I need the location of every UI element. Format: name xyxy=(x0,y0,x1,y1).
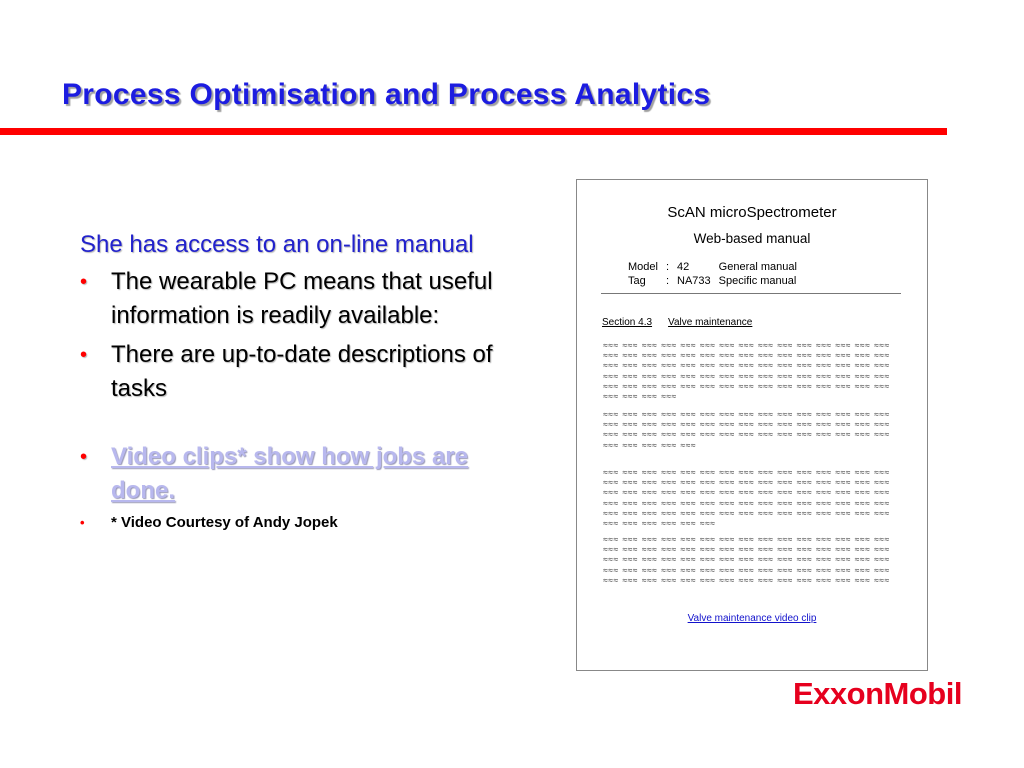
intro-text: She has access to an on-line manual xyxy=(80,231,474,258)
info-description: General manual xyxy=(718,261,797,273)
bullet-icon: • xyxy=(80,344,88,366)
manual-info-table xyxy=(628,260,805,288)
bullet-list xyxy=(80,228,500,538)
info-value: 42 xyxy=(677,261,690,273)
info-label: Model xyxy=(628,261,658,273)
manual-paragraph: ≈≈≈ ≈≈≈ ≈≈≈ ≈≈≈ ≈≈≈ ≈≈≈ ≈≈≈ ≈≈≈ ≈≈≈ ≈≈≈ ≈≈≈ ≈≈≈ ≈≈≈ ≈≈≈ ≈≈≈ ≈≈≈ ≈≈≈ ≈≈≈ ≈≈≈ ≈≈≈ ≈≈≈ ≈≈≈ ≈≈≈ ≈≈≈ ≈≈≈ ≈≈≈ ≈≈≈ ≈≈≈ ≈≈≈ ≈≈≈ ≈≈≈ ≈≈≈ ≈≈≈ ≈≈≈ ≈≈≈ ≈≈≈ ≈≈≈ ≈≈≈ ≈≈≈ ≈≈≈ ≈≈≈ ≈≈≈ ≈≈≈ ≈≈≈ ≈≈≈ ≈≈≈ ≈≈≈ ≈≈≈ ≈≈≈ ≈≈≈ ≈≈≈ ≈≈≈ ≈≈≈ ≈≈≈ ≈≈≈ ≈≈≈ ≈≈≈ ≈≈≈ ≈≈≈ ≈≈≈ ≈≈≈ ≈≈≈ ≈≈≈ ≈≈≈ ≈≈≈ ≈≈≈ ≈≈≈ ≈≈≈ ≈≈≈ ≈≈≈ ≈≈≈ ≈≈≈ ≈≈≈ ≈≈≈ ≈≈≈ ≈≈≈ ≈≈≈ ≈≈≈ ≈≈≈ xyxy=(603,340,894,402)
bullet-text: There are up-to-date descriptions of tasks xyxy=(111,341,493,402)
valve-video-link[interactable]: Valve maintenance video clip xyxy=(687,613,817,624)
manual-paragraph: ≈≈≈ ≈≈≈ ≈≈≈ ≈≈≈ ≈≈≈ ≈≈≈ ≈≈≈ ≈≈≈ ≈≈≈ ≈≈≈ ≈≈≈ ≈≈≈ ≈≈≈ ≈≈≈ ≈≈≈ ≈≈≈ ≈≈≈ ≈≈≈ ≈≈≈ ≈≈≈ ≈≈≈ ≈≈≈ ≈≈≈ ≈≈≈ ≈≈≈ ≈≈≈ ≈≈≈ ≈≈≈ ≈≈≈ ≈≈≈ ≈≈≈ ≈≈≈ ≈≈≈ ≈≈≈ ≈≈≈ ≈≈≈ ≈≈≈ ≈≈≈ ≈≈≈ ≈≈≈ ≈≈≈ ≈≈≈ ≈≈≈ ≈≈≈ ≈≈≈ ≈≈≈ ≈≈≈ ≈≈≈ ≈≈≈ ≈≈≈ xyxy=(603,409,894,450)
exxonmobil-logo: ExxonMobil xyxy=(793,676,962,711)
bullet-item xyxy=(80,338,500,406)
slide-title: Process Optimisation and Process Analytics xyxy=(62,78,711,111)
credit-text: * Video Courtesy of Andy Jopek xyxy=(111,514,338,531)
bullet-icon: • xyxy=(80,515,85,530)
bullet-item xyxy=(80,440,500,508)
info-separator: : xyxy=(665,275,670,287)
manual-paragraph: ≈≈≈ ≈≈≈ ≈≈≈ ≈≈≈ ≈≈≈ ≈≈≈ ≈≈≈ ≈≈≈ ≈≈≈ ≈≈≈ ≈≈≈ ≈≈≈ ≈≈≈ ≈≈≈ ≈≈≈ ≈≈≈ ≈≈≈ ≈≈≈ ≈≈≈ ≈≈≈ ≈≈≈ ≈≈≈ ≈≈≈ ≈≈≈ ≈≈≈ ≈≈≈ ≈≈≈ ≈≈≈ ≈≈≈ ≈≈≈ ≈≈≈ ≈≈≈ ≈≈≈ ≈≈≈ ≈≈≈ ≈≈≈ ≈≈≈ ≈≈≈ ≈≈≈ ≈≈≈ ≈≈≈ ≈≈≈ ≈≈≈ ≈≈≈ ≈≈≈ ≈≈≈ ≈≈≈ ≈≈≈ ≈≈≈ ≈≈≈ ≈≈≈ ≈≈≈ ≈≈≈ ≈≈≈ ≈≈≈ ≈≈≈ ≈≈≈ ≈≈≈ ≈≈≈ ≈≈≈ ≈≈≈ ≈≈≈ ≈≈≈ ≈≈≈ ≈≈≈ ≈≈≈ ≈≈≈ ≈≈≈ ≈≈≈ ≈≈≈ ≈≈≈ ≈≈≈ ≈≈≈ ≈≈≈ ≈≈≈ ≈≈≈ ≈≈≈ ≈≈≈ ≈≈≈ ≈≈≈ ≈≈≈ xyxy=(603,467,894,529)
bullet-item xyxy=(80,513,500,533)
bullet-icon: • xyxy=(80,271,88,293)
section-heading xyxy=(602,317,752,328)
bullet-item xyxy=(80,265,500,333)
manual-info-row xyxy=(628,260,805,274)
info-separator: : xyxy=(665,261,670,273)
manual-title: ScAN microSpectrometer xyxy=(667,204,837,221)
info-label: Tag xyxy=(628,275,646,287)
section-number: Section 4.3 xyxy=(602,317,653,328)
title-divider xyxy=(0,128,947,135)
video-clips-link[interactable]: Video clips* show how jobs are done. xyxy=(111,443,468,504)
manual-divider xyxy=(601,293,901,294)
manual-paragraph: ≈≈≈ ≈≈≈ ≈≈≈ ≈≈≈ ≈≈≈ ≈≈≈ ≈≈≈ ≈≈≈ ≈≈≈ ≈≈≈ ≈≈≈ ≈≈≈ ≈≈≈ ≈≈≈ ≈≈≈ ≈≈≈ ≈≈≈ ≈≈≈ ≈≈≈ ≈≈≈ ≈≈≈ ≈≈≈ ≈≈≈ ≈≈≈ ≈≈≈ ≈≈≈ ≈≈≈ ≈≈≈ ≈≈≈ ≈≈≈ ≈≈≈ ≈≈≈ ≈≈≈ ≈≈≈ ≈≈≈ ≈≈≈ ≈≈≈ ≈≈≈ ≈≈≈ ≈≈≈ ≈≈≈ ≈≈≈ ≈≈≈ ≈≈≈ ≈≈≈ ≈≈≈ ≈≈≈ ≈≈≈ ≈≈≈ ≈≈≈ ≈≈≈ ≈≈≈ ≈≈≈ ≈≈≈ ≈≈≈ ≈≈≈ ≈≈≈ ≈≈≈ ≈≈≈ ≈≈≈ ≈≈≈ ≈≈≈ ≈≈≈ ≈≈≈ ≈≈≈ ≈≈≈ ≈≈≈ ≈≈≈ ≈≈≈ ≈≈≈ ≈≈≈ ≈≈≈ ≈≈≈ ≈≈≈ ≈≈≈ xyxy=(603,534,894,585)
section-title: Valve maintenance xyxy=(668,317,753,328)
info-value: NA733 xyxy=(677,275,711,287)
info-description: Specific manual xyxy=(718,275,797,287)
bullet-icon: • xyxy=(80,446,88,468)
manual-screenshot xyxy=(576,179,928,671)
bullet-text: The wearable PC means that useful information is readily available: xyxy=(111,268,493,329)
manual-info-row xyxy=(628,274,805,288)
manual-subtitle: Web-based manual xyxy=(693,231,811,246)
